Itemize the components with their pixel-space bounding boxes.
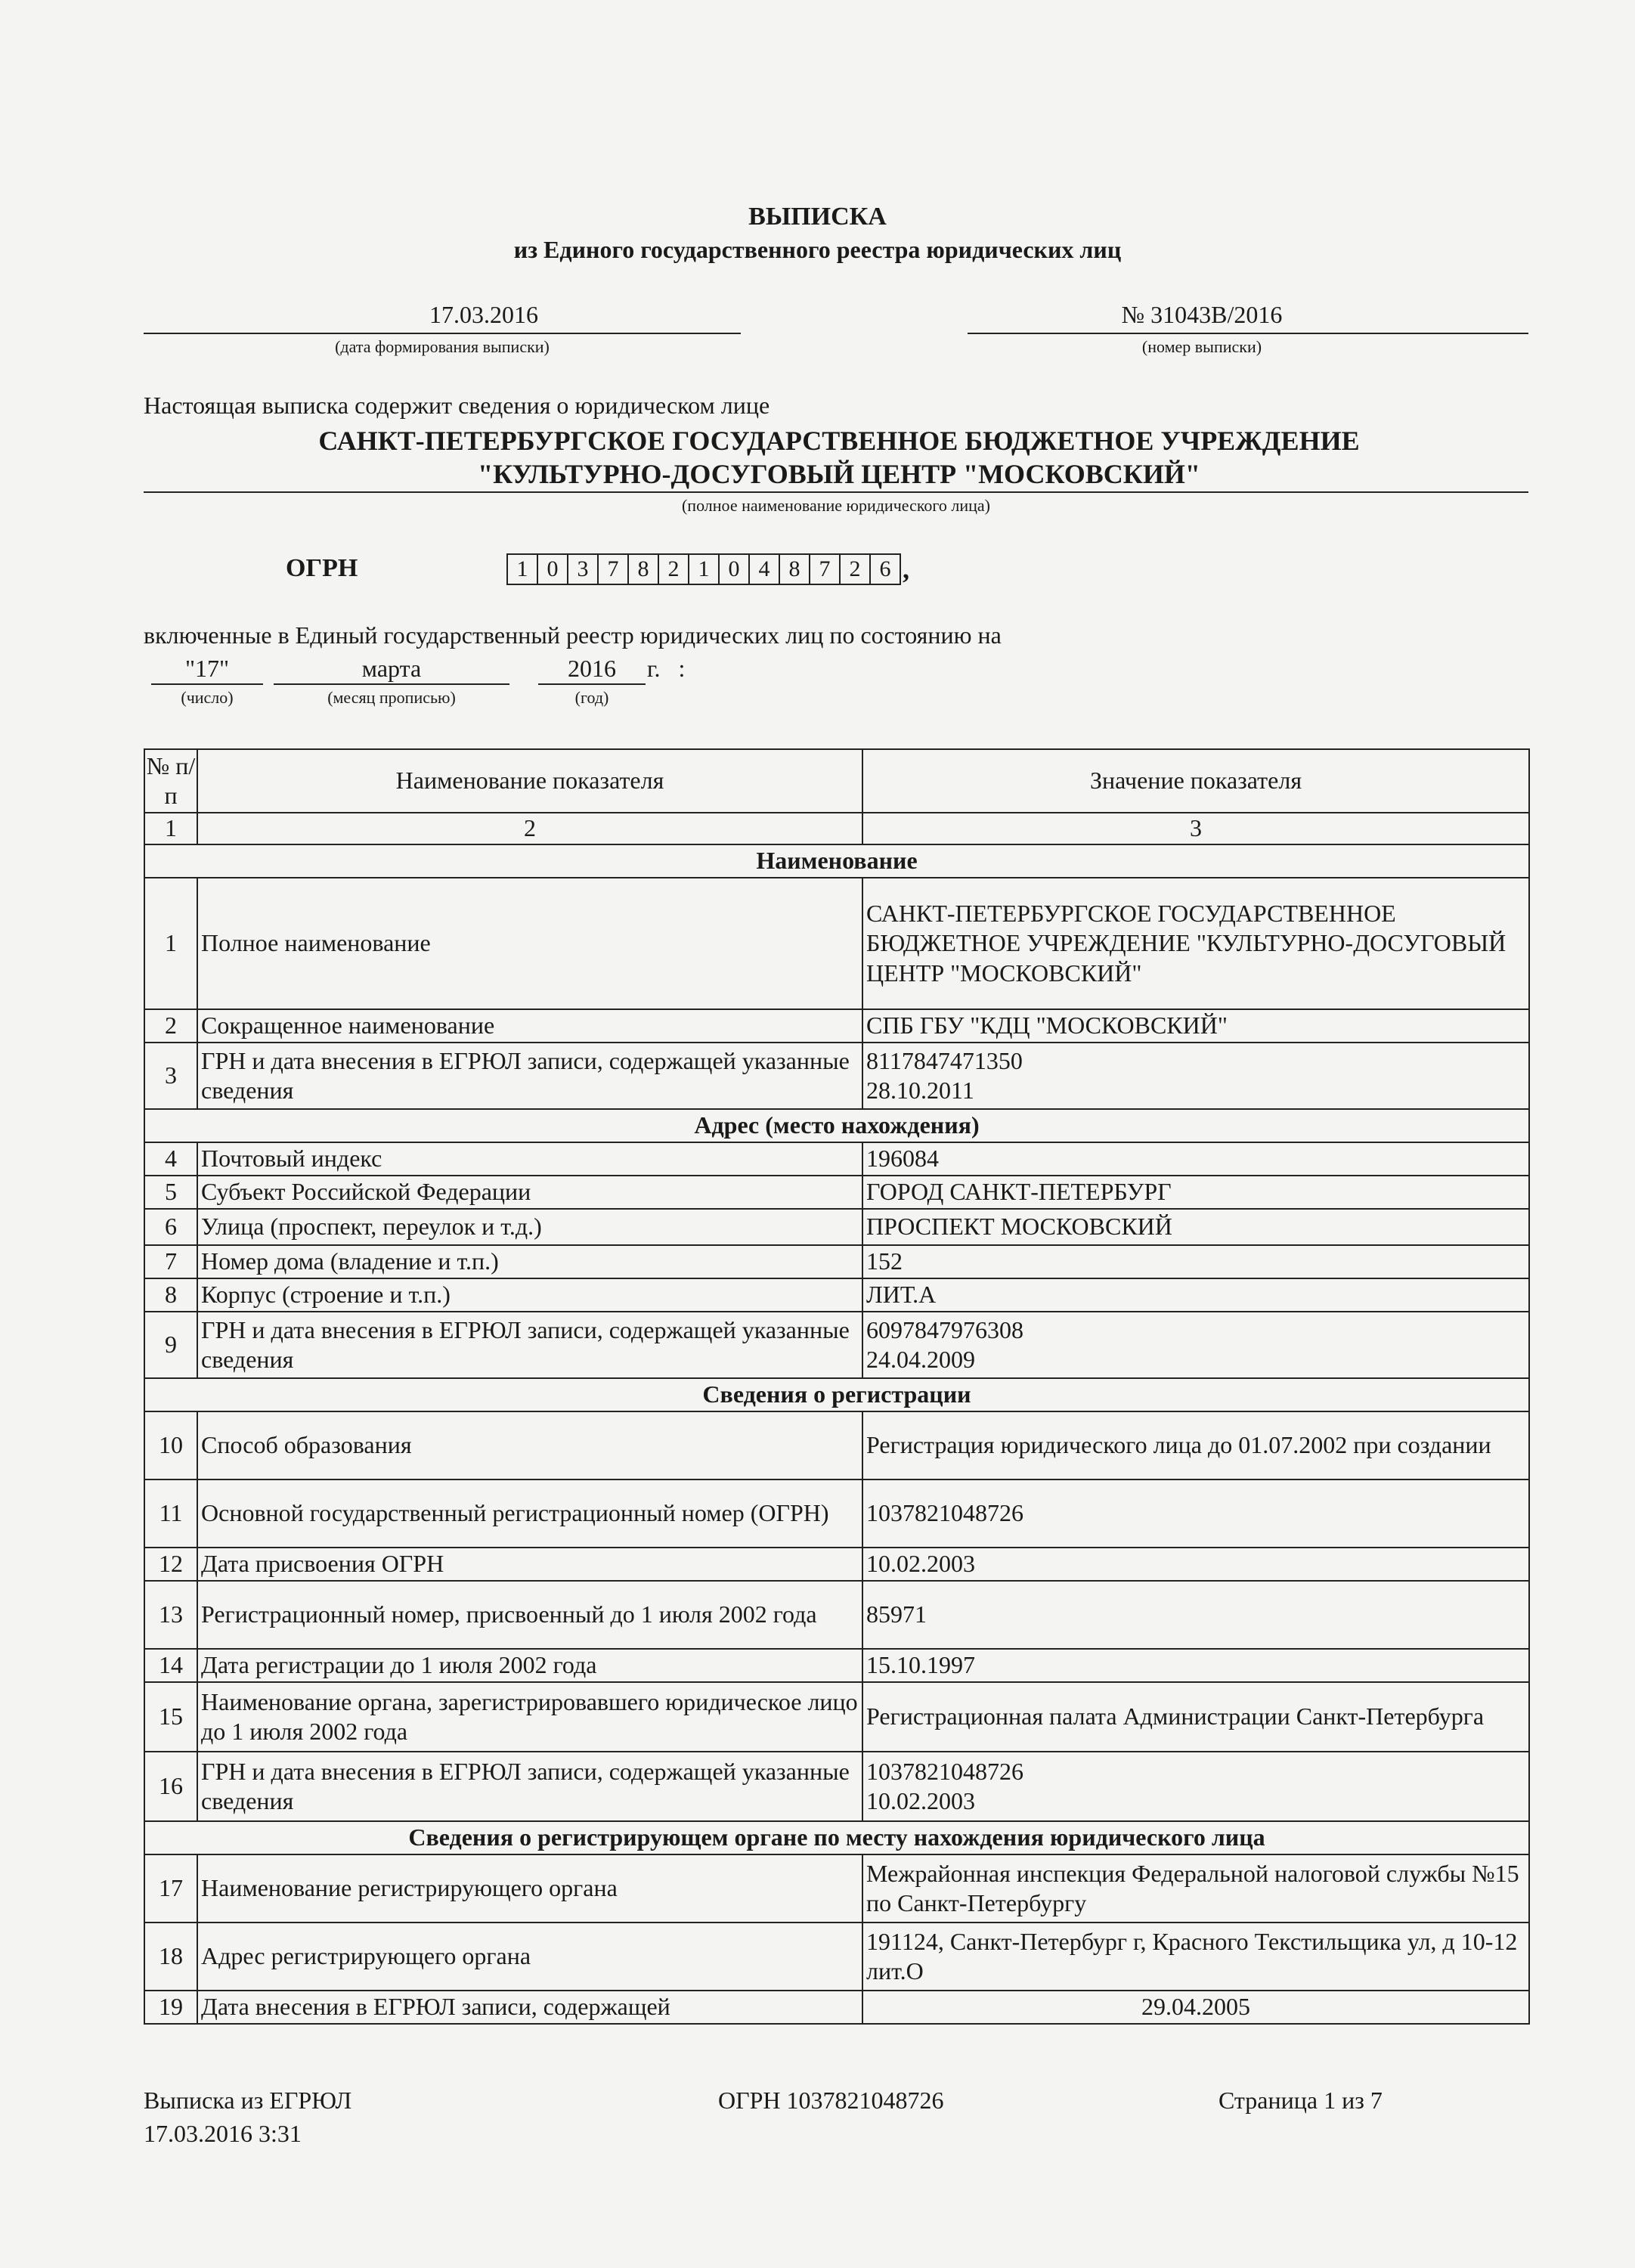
- ogrn-digit: 2: [658, 553, 689, 585]
- row-number: 6: [144, 1209, 197, 1245]
- row-name: Корпус (строение и т.п.): [197, 1278, 862, 1312]
- table-row: [144, 1479, 1529, 1548]
- table-row: [144, 1245, 1529, 1278]
- ogrn-digit: 2: [839, 553, 871, 585]
- row-number: 11: [144, 1479, 197, 1548]
- table-row: [144, 1312, 1529, 1378]
- header-name: Наименование показателя: [197, 749, 862, 813]
- row-number: 5: [144, 1176, 197, 1209]
- register-table: [144, 748, 1530, 2025]
- row-name: Сокращенное наименование: [197, 1009, 862, 1043]
- ogrn-digit: 8: [779, 553, 810, 585]
- page-total: 7: [1370, 2087, 1383, 2114]
- row-number: 18: [144, 1923, 197, 1991]
- row-number: 17: [144, 1854, 197, 1923]
- ogrn-digit: 6: [869, 553, 901, 585]
- table-row: [144, 878, 1529, 1009]
- row-value: ПРОСПЕКТ МОСКОВСКИЙ: [862, 1209, 1529, 1245]
- org-name-line2: "КУЛЬТУРНО-ДОСУГОВЫЙ ЦЕНТР "МОСКОВСКИЙ": [478, 459, 1200, 489]
- document-title: ВЫПИСКА: [748, 203, 887, 231]
- row-name: Регистрационный номер, присвоенный до 1 июля 2002 года: [197, 1581, 862, 1649]
- document-subtitle: из Единого государственного реестра юридических лиц: [513, 236, 1122, 263]
- row-name: ГРН и дата внесения в ЕГРЮЛ записи, содержащей указанные сведения: [197, 1043, 862, 1109]
- row-number: 15: [144, 1682, 197, 1752]
- table-colnum-row: [144, 813, 1529, 844]
- table-row: [144, 1682, 1529, 1752]
- row-name: Улица (проспект, переулок и т.д.): [197, 1209, 862, 1245]
- state-year-suffix: г. :: [647, 655, 686, 682]
- row-value: 85971: [862, 1581, 1529, 1649]
- table-row: [144, 1411, 1529, 1479]
- state-year-underline: [538, 683, 646, 685]
- table-row: [144, 1854, 1529, 1923]
- row-value: 1037821048726 10.02.2003: [862, 1752, 1529, 1821]
- footer-ogrn: ОГРН 1037821048726: [718, 2087, 944, 2114]
- row-number: 8: [144, 1278, 197, 1312]
- extract-number: № 31043В/2016: [1121, 301, 1283, 328]
- row-number: 14: [144, 1649, 197, 1682]
- row-value: САНКТ-ПЕТЕРБУРГСКОЕ ГОСУДАРСТВЕННОЕ БЮДЖЕТНОЕ УЧРЕЖДЕНИЕ "КУЛЬТУРНО-ДОСУГОВЫЙ ЦЕНТР "МОСКОВСКИЙ": [862, 878, 1529, 1009]
- row-value: 29.04.2005: [862, 1991, 1529, 2024]
- colnum-2: 2: [197, 813, 862, 844]
- colnum-1: 1: [144, 813, 197, 844]
- row-name: Наименование органа, зарегистрировавшего юридическое лицо до 1 июля 2002 года: [197, 1682, 862, 1752]
- table-row: [144, 1923, 1529, 1991]
- row-value: 1037821048726: [862, 1479, 1529, 1548]
- table-row: [144, 1278, 1529, 1312]
- table-row: [144, 1209, 1529, 1245]
- state-day-caption: (число): [181, 688, 234, 707]
- section-title: Наименование: [144, 844, 1529, 878]
- ogrn-digit: 1: [506, 553, 538, 585]
- row-value: 10.02.2003: [862, 1548, 1529, 1581]
- row-name: Основной государственный регистрационный номер (ОГРН): [197, 1479, 862, 1548]
- footer-page-info: [1219, 2087, 1383, 2115]
- page-label: Страница: [1219, 2087, 1318, 2114]
- org-name-underline: [144, 491, 1528, 493]
- table-row: [144, 1176, 1529, 1209]
- table-row: [144, 1043, 1529, 1109]
- state-month: марта: [361, 655, 422, 682]
- intro-text: Настоящая выписка содержит сведения о юридическом лице: [144, 392, 770, 419]
- section-row: [144, 1109, 1529, 1142]
- org-name-line1: САНКТ-ПЕТЕРБУРГСКОЕ ГОСУДАРСТВЕННОЕ БЮДЖЕТНОЕ УЧРЕЖДЕНИЕ: [318, 426, 1360, 456]
- footer-source: Выписка из ЕГРЮЛ: [144, 2087, 352, 2114]
- ogrn-digit: 0: [537, 553, 568, 585]
- row-value: 191124, Санкт-Петербург г, Красного Текстильщика ул, д 10-12 лит.О: [862, 1923, 1529, 1991]
- row-value: 196084: [862, 1142, 1529, 1176]
- number-caption: (номер выписки): [1141, 337, 1262, 356]
- row-value: Регистрационная палата Администрации Санкт-Петербурга: [862, 1682, 1529, 1752]
- row-name: Дата присвоения ОГРН: [197, 1548, 862, 1581]
- row-name: ГРН и дата внесения в ЕГРЮЛ записи, содержащей указанные сведения: [197, 1752, 862, 1821]
- colnum-3: 3: [862, 813, 1529, 844]
- row-value: ЛИТ.А: [862, 1278, 1529, 1312]
- state-month-underline: [274, 683, 509, 685]
- row-name: Номер дома (владение и т.п.): [197, 1245, 862, 1278]
- row-number: 1: [144, 878, 197, 1009]
- row-value: 8117847471350 28.10.2011: [862, 1043, 1529, 1109]
- page-current: 1: [1324, 2087, 1336, 2114]
- section-title: Сведения о регистрации: [144, 1378, 1529, 1411]
- row-value: ГОРОД САНКТ-ПЕТЕРБУРГ: [862, 1176, 1529, 1209]
- row-value: 15.10.1997: [862, 1649, 1529, 1682]
- row-name: Субъект Российской Федерации: [197, 1176, 862, 1209]
- table-row: [144, 1581, 1529, 1649]
- state-day-underline: [151, 683, 263, 685]
- date-underline: [144, 333, 741, 334]
- row-name: Способ образования: [197, 1411, 862, 1479]
- row-name: Наименование регистрирующего органа: [197, 1854, 862, 1923]
- org-name-caption: (полное наименование юридического лица): [681, 496, 991, 515]
- ogrn-digit: 3: [567, 553, 599, 585]
- table-row: [144, 1009, 1529, 1043]
- row-name: Почтовый индекс: [197, 1142, 862, 1176]
- row-number: 12: [144, 1548, 197, 1581]
- ogrn-digit: 8: [627, 553, 659, 585]
- state-day: "17": [184, 655, 230, 682]
- row-number: 4: [144, 1142, 197, 1176]
- table-row: [144, 1548, 1529, 1581]
- row-number: 16: [144, 1752, 197, 1821]
- section-row: [144, 1821, 1529, 1854]
- row-number: 19: [144, 1991, 197, 2024]
- state-year: 2016: [568, 655, 616, 682]
- row-name: Полное наименование: [197, 878, 862, 1009]
- row-name: ГРН и дата внесения в ЕГРЮЛ записи, содержащей указанные сведения: [197, 1312, 862, 1378]
- row-number: 10: [144, 1411, 197, 1479]
- ogrn-digit: 1: [688, 553, 720, 585]
- date-caption: (дата формирования выписки): [335, 337, 550, 356]
- section-title: Адрес (место нахождения): [144, 1109, 1529, 1142]
- row-value: 6097847976308 24.04.2009: [862, 1312, 1529, 1378]
- table-row: [144, 1991, 1529, 2024]
- number-underline: [968, 333, 1528, 334]
- row-value: СПБ ГБУ "КДЦ "МОСКОВСКИЙ": [862, 1009, 1529, 1043]
- state-month-caption: (месяц прописью): [327, 688, 456, 707]
- row-number: 7: [144, 1245, 197, 1278]
- ogrn-digit: 4: [748, 553, 780, 585]
- table-row: [144, 1142, 1529, 1176]
- ogrn-digit: 0: [718, 553, 750, 585]
- row-number: 2: [144, 1009, 197, 1043]
- table-row: [144, 1649, 1529, 1682]
- row-number: 13: [144, 1581, 197, 1649]
- ogrn-digit: 7: [809, 553, 841, 585]
- ogrn-label: ОГРН: [286, 554, 358, 582]
- ogrn-comma: ,: [903, 554, 909, 584]
- ogrn-digit: 7: [597, 553, 629, 585]
- header-num: № п/п: [144, 749, 197, 813]
- section-title: Сведения о регистрирующем органе по месту нахождения юридического лица: [144, 1821, 1529, 1854]
- extract-date: 17.03.2016: [429, 301, 538, 328]
- row-value: Регистрация юридического лица до 01.07.2002 при создании: [862, 1411, 1529, 1479]
- section-row: [144, 1378, 1529, 1411]
- row-name: Дата внесения в ЕГРЮЛ записи, содержащей: [197, 1991, 862, 2024]
- row-name: Адрес регистрирующего органа: [197, 1923, 862, 1991]
- header-value: Значение показателя: [862, 749, 1529, 813]
- row-number: 3: [144, 1043, 197, 1109]
- state-text: включенные в Единый государственный реестр юридических лиц по состоянию на: [144, 621, 1002, 649]
- section-row: [144, 844, 1529, 878]
- footer-timestamp: 17.03.2016 3:31: [144, 2120, 302, 2147]
- row-number: 9: [144, 1312, 197, 1378]
- table-row: [144, 1752, 1529, 1821]
- page-of: из: [1342, 2087, 1364, 2114]
- row-value: 152: [862, 1245, 1529, 1278]
- row-name: Дата регистрации до 1 июля 2002 года: [197, 1649, 862, 1682]
- state-year-caption: (год): [574, 688, 609, 707]
- table-header-row: [144, 749, 1529, 813]
- row-value: Межрайонная инспекция Федеральной налоговой службы №15 по Санкт-Петербургу: [862, 1854, 1529, 1923]
